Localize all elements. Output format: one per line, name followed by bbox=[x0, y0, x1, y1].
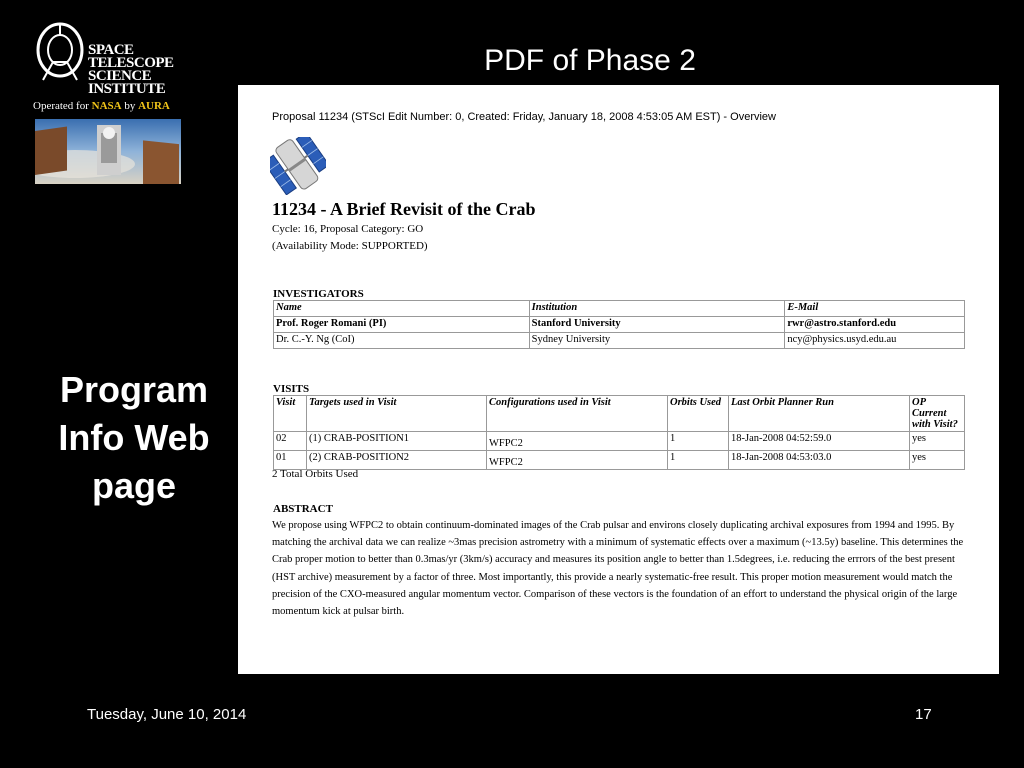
investigator-email: ncy@physics.usyd.edu.au bbox=[785, 333, 965, 349]
nasa-text: NASA bbox=[91, 100, 122, 112]
column-header-orbits-used: Orbits Used bbox=[668, 396, 729, 432]
by-text: by bbox=[124, 100, 136, 112]
investigator-name: Dr. C.-Y. Ng (CoI) bbox=[274, 333, 530, 349]
operated-prefix: Operated for bbox=[33, 100, 89, 112]
side-label-line-3: page bbox=[91, 465, 177, 506]
proposal-document bbox=[238, 85, 999, 674]
aura-text: AURA bbox=[138, 100, 170, 112]
visit-configuration: WFPC2 bbox=[487, 432, 668, 451]
table-row bbox=[274, 432, 965, 451]
column-header-configurations: Configurations used in Visit bbox=[487, 396, 668, 432]
stsci-o-emblem-icon bbox=[35, 22, 85, 88]
side-label-line-2: Info Web bbox=[58, 417, 210, 458]
logo-line-institute: INSTITUTE bbox=[88, 81, 166, 97]
slide-title: PDF of Phase 2 bbox=[484, 44, 696, 77]
page-number: 17 bbox=[915, 706, 932, 723]
visit-target: (1) CRAB-POSITION1 bbox=[307, 432, 487, 451]
hubble-servicing-photo bbox=[35, 119, 181, 184]
visit-configuration: WFPC2 bbox=[487, 451, 668, 470]
visit-orbits: 1 bbox=[668, 451, 729, 470]
abstract-text: We propose using WFPC2 to obtain continuum-dominated images of the Crab pulsar and environs closely duplicating archival exposures from 1994 and 1995. By matching the archival data we can realize ~3mas precision astrometry with a minimum of systematic effects over a maximum (~13.5y) baseline. This determines the Crab proper motion to better than 0.3mas/yr (3km/s) accuracy and measures its position angle to better than 1.5degrees, i.e. reducing the errrors of the best present (HST archive) measurement by a factor of three. Most importantly, this provide a nearly systematic-free result. This proper motion measurement would match the precision of the CXO-measured angular momentum vector. Comparison of these vectors is the foundation of an effort to understand the physical origin of the large momentum kick at pulsar birth. bbox=[272, 520, 964, 618]
footer-date: Tuesday, June 10, 2014 bbox=[87, 706, 247, 723]
column-header-visit: Visit bbox=[274, 396, 307, 432]
column-header-last-orbit-planner-run: Last Orbit Planner Run bbox=[729, 396, 910, 432]
stsci-logo bbox=[33, 22, 183, 114]
visit-number: 01 bbox=[274, 451, 307, 470]
column-header-email: E-Mail bbox=[785, 301, 965, 317]
total-orbits: 2 Total Orbits Used bbox=[272, 468, 359, 480]
side-label-line-1: Program bbox=[59, 369, 209, 410]
cycle-line: Cycle: 16, Proposal Category: GO bbox=[272, 223, 424, 235]
visit-last-run: 18-Jan-2008 04:52:59.0 bbox=[729, 432, 910, 451]
document-header: Proposal 11234 (STScI Edit Number: 0, Created: Friday, January 18, 2008 4:53:05 AM EST) - Overview bbox=[272, 111, 776, 123]
investigators-header-row bbox=[274, 301, 965, 317]
visits-heading: VISITS bbox=[273, 383, 310, 395]
table-row bbox=[274, 317, 965, 333]
column-header-op-current: OP Current with Visit? bbox=[910, 396, 965, 432]
visit-op-current: yes bbox=[910, 432, 965, 451]
investigator-institution: Stanford University bbox=[529, 317, 785, 333]
proposal-title: 11234 - A Brief Revisit of the Crab bbox=[272, 199, 536, 219]
side-label bbox=[36, 366, 232, 510]
visit-op-current: yes bbox=[910, 451, 965, 470]
hubble-telescope-icon bbox=[270, 137, 326, 195]
abstract-heading: ABSTRACT bbox=[273, 503, 333, 515]
stsci-wordmark bbox=[88, 44, 174, 96]
availability-line: (Availability Mode: SUPPORTED) bbox=[272, 240, 428, 252]
investigator-email: rwr@astro.stanford.edu bbox=[785, 317, 965, 333]
column-header-targets: Targets used in Visit bbox=[307, 396, 487, 432]
visit-orbits: 1 bbox=[668, 432, 729, 451]
table-row bbox=[274, 451, 965, 470]
investigators-table bbox=[273, 300, 965, 349]
visits-table bbox=[273, 395, 965, 470]
visit-target: (2) CRAB-POSITION2 bbox=[307, 451, 487, 470]
investigators-heading: INVESTIGATORS bbox=[273, 288, 364, 300]
visit-last-run: 18-Jan-2008 04:53:03.0 bbox=[729, 451, 910, 470]
visits-header-row bbox=[274, 396, 965, 432]
column-header-name: Name bbox=[274, 301, 530, 317]
logo-line-telescope: TELESCOPE bbox=[88, 55, 174, 71]
column-header-institution: Institution bbox=[529, 301, 785, 317]
logo-line-science: SCIENCE bbox=[88, 68, 152, 84]
table-row bbox=[274, 333, 965, 349]
investigator-name: Prof. Roger Romani (PI) bbox=[274, 317, 530, 333]
visit-number: 02 bbox=[274, 432, 307, 451]
investigator-institution: Sydney University bbox=[529, 333, 785, 349]
operated-by-line bbox=[33, 100, 170, 112]
logo-line-space: SPACE bbox=[88, 42, 134, 58]
